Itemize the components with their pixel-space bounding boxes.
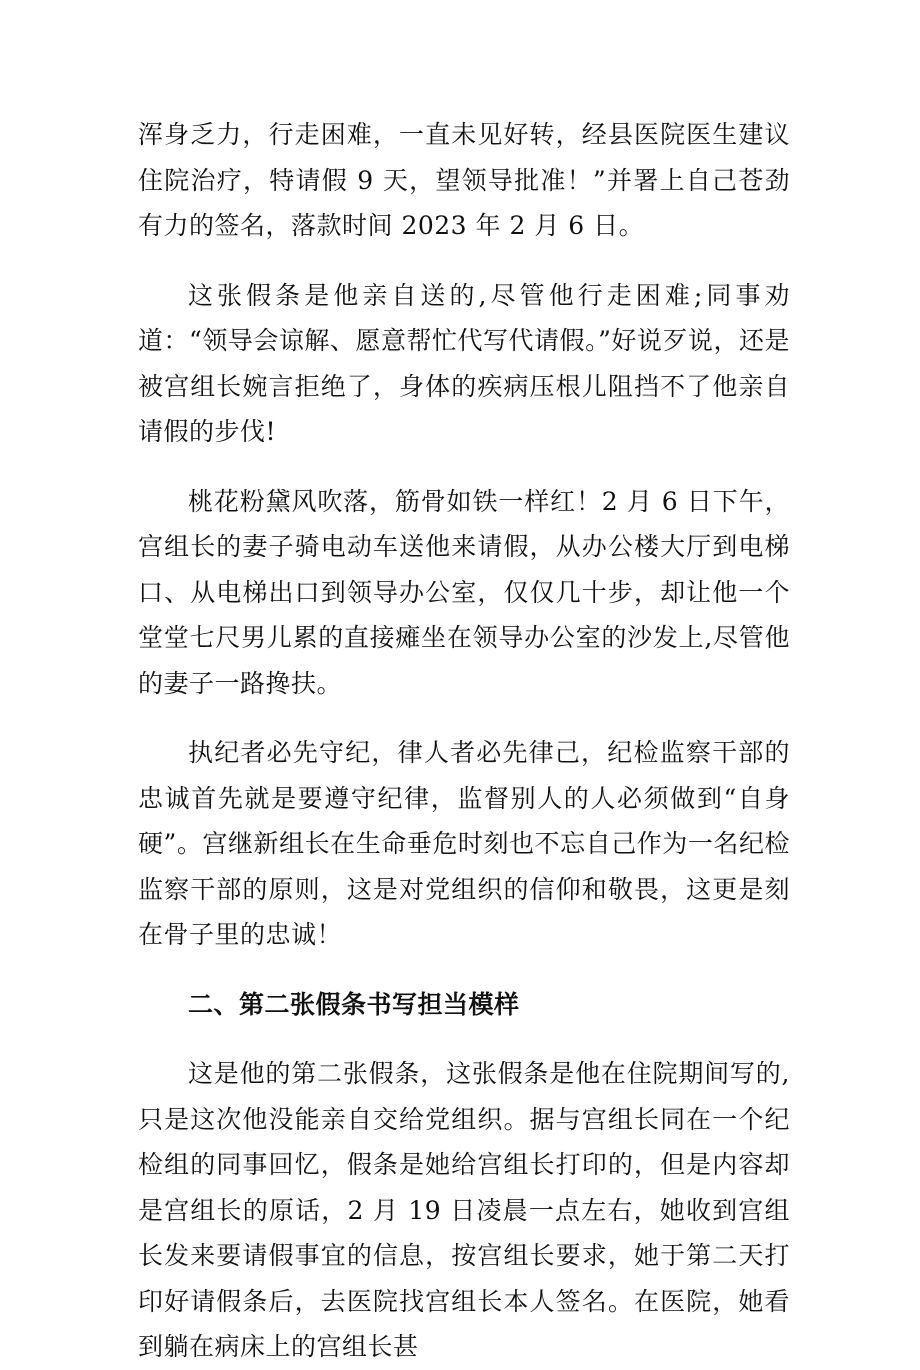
paragraph-spacer — [138, 455, 790, 479]
paragraph-spacer — [138, 249, 790, 273]
section-heading: 二、第二张假条书写担当模样 — [188, 989, 520, 1019]
paragraph-peach-blossom: 桃花粉黛风吹落，筋骨如铁一样红！2 月 6 日下午，宫组长的妻子骑电动车送他来请假，从办公楼大厅到电梯口、从电梯出口到领导办公室，仅仅几十步，却让他一个堂堂七尺男儿累的直接瘫坐在领导办公室的沙发上,尽管他的妻子一路搀扶。 — [138, 486, 790, 698]
paragraph-spacer — [138, 1027, 790, 1051]
paragraph-spacer — [138, 706, 790, 730]
paragraph-continuation: 浑身乏力，行走困难，一直未见好转，经县医院医生建议住院治疗，特请假 9 天，望领导批准！”并署上自己苍劲有力的签名，落款时间 2023 年 2 月 6 日。 — [138, 120, 790, 240]
paragraph-leave-note-delivery: 这张假条是他亲自送的,尽管他行走困难;同事劝道：“领导会谅解、愿意帮忙代写代请假。”好说歹说，还是被宫组长婉言拒绝了，身体的疾病压根儿阻挡不了他亲自请假的步伐! — [138, 280, 790, 446]
paragraph-spacer — [138, 958, 790, 982]
document-body — [138, 112, 790, 1370]
paragraph-discipline: 执纪者必先守纪，律人者必先律己，纪检监察干部的忠诚首先就是要遵守纪律，监督别人的人必须做到“自身硬”。宫继新组长在生命垂危时刻也不忘自己作为一名纪检监察干部的原则，这是对党组织的信仰和敬畏，这更是刻在骨子里的忠诚！ — [138, 738, 790, 949]
paragraph-second-leave-note: 这是他的第二张假条，这张假条是他在住院期间写的,只是这次他没能亲自交给党组织。据与宫组长同在一个纪检组的同事回忆，假条是她给宫组长打印的，但是内容却是宫组长的原话，2 月 19 日凌晨一点左右，她收到宫组长发来要请假事宜的信息，按宫组长要求，她于第二天打印好请假条后，去医院找宫组长本人签名。在医院，她看到躺在病床上的宫组长甚 — [138, 1059, 790, 1361]
